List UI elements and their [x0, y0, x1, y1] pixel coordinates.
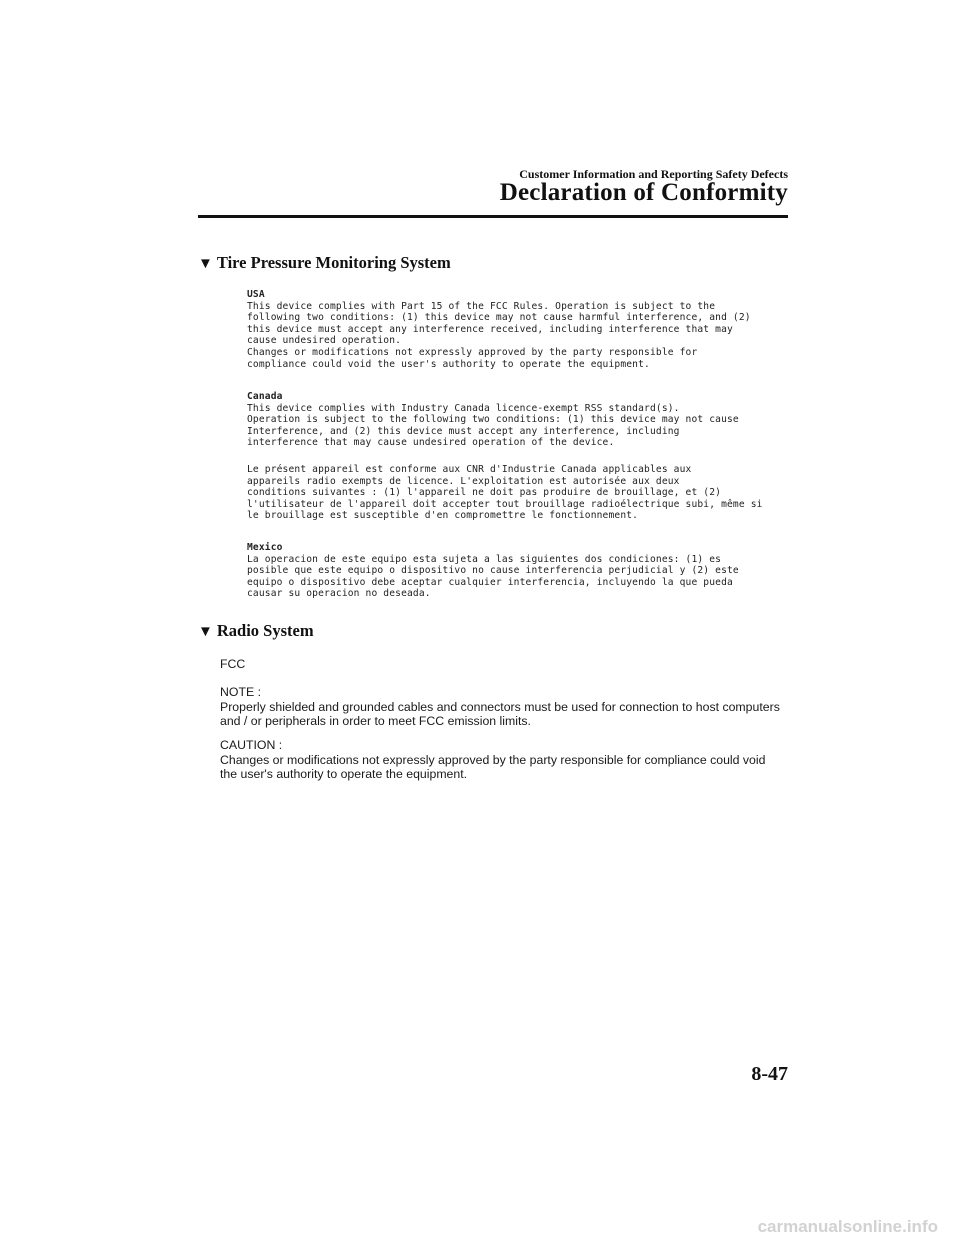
usa-line: cause undesired operation.	[247, 335, 402, 347]
triangle-marker-icon: ▼	[198, 256, 213, 272]
watermark: carmanualsonline.info	[757, 1217, 938, 1236]
usa-line: This device complies with Part 15 of the FCC Rules. Operation is subject to the	[247, 300, 716, 312]
note-line: and / or peripherals in order to meet FCC emission limits.	[220, 714, 531, 728]
mexico-line: La operacion de este equipo esta sujeta a las siguientes dos condiciones: (1) es	[247, 553, 722, 565]
fcc-label: FCC	[220, 657, 246, 671]
usa-line: following two conditions: (1) this device may not cause harmful interference, and (2)	[247, 312, 751, 324]
section-heading-label: Tire Pressure Monitoring System	[216, 253, 451, 272]
chapter-title: Customer Information and Reporting Safety Defects	[519, 167, 788, 181]
section-heading-radio	[198, 621, 314, 641]
triangle-marker-icon: ▼	[198, 624, 213, 640]
french-line: conditions suivantes : (1) l'appareil ne doit pas produire de brouillage, et (2)	[247, 487, 722, 499]
usa-line: Changes or modifications not expressly approved by the party responsible for	[247, 346, 698, 358]
canada-block	[247, 391, 739, 449]
note-line: Properly shielded and grounded cables and connectors must be used for connection to host computers	[220, 699, 780, 714]
usa-block	[247, 289, 751, 370]
caution-line: the user's authority to operate the equipment.	[220, 767, 468, 781]
section-heading-tpms	[198, 253, 451, 273]
caution-line: Changes or modifications not expressly approved by the party responsible for compliance could void	[220, 752, 766, 767]
note-label: NOTE :	[220, 685, 261, 699]
french-line: Le présent appareil est conforme aux CNR d'Industrie Canada applicables aux	[247, 464, 692, 475]
header-rule	[198, 215, 788, 218]
canada-line: This device complies with Industry Canada licence-exempt RSS standard(s).	[247, 402, 680, 414]
canada-line: interference that may cause undesired operation of the device.	[247, 437, 615, 449]
caution-block	[220, 738, 765, 782]
mexico-line: equipo o dispositivo debe aceptar cualquier interferencia, incluyendo la que pueda	[247, 576, 733, 588]
usa-line: compliance could void the user's authority to operate the equipment.	[247, 358, 650, 370]
mexico-label: Mexico	[247, 542, 283, 553]
note-block	[220, 685, 780, 729]
french-line: l'utilisateur de l'appareil doit accepter tout brouillage radioélectrique subi, même si	[247, 498, 763, 510]
mexico-line: causar su operacion no deseada.	[247, 588, 431, 600]
canada-label: Canada	[247, 391, 283, 402]
mexico-line: posible que este equipo o dispositivo no cause interferencia perjudicial y (2) este	[247, 565, 739, 577]
french-block	[247, 464, 763, 522]
canada-line: Operation is subject to the following two conditions: (1) this device may not cause	[247, 414, 739, 426]
french-line: le brouillage est susceptible d'en compromettre le fonctionnement.	[247, 510, 639, 522]
canada-line: Interference, and (2) this device must accept any interference, including	[247, 425, 680, 437]
usa-line: this device must accept any interference received, including interference that may	[247, 323, 733, 335]
mexico-block	[247, 542, 739, 600]
page-number: 8-47	[751, 1063, 788, 1085]
french-line: appareils radio exempts de licence. L'exploitation est autorisée aux deux	[247, 475, 680, 487]
caution-label: CAUTION :	[220, 738, 283, 752]
section-heading-label: Radio System	[216, 621, 314, 640]
usa-label: USA	[247, 289, 265, 300]
page-title: Declaration of Conformity	[499, 179, 788, 206]
